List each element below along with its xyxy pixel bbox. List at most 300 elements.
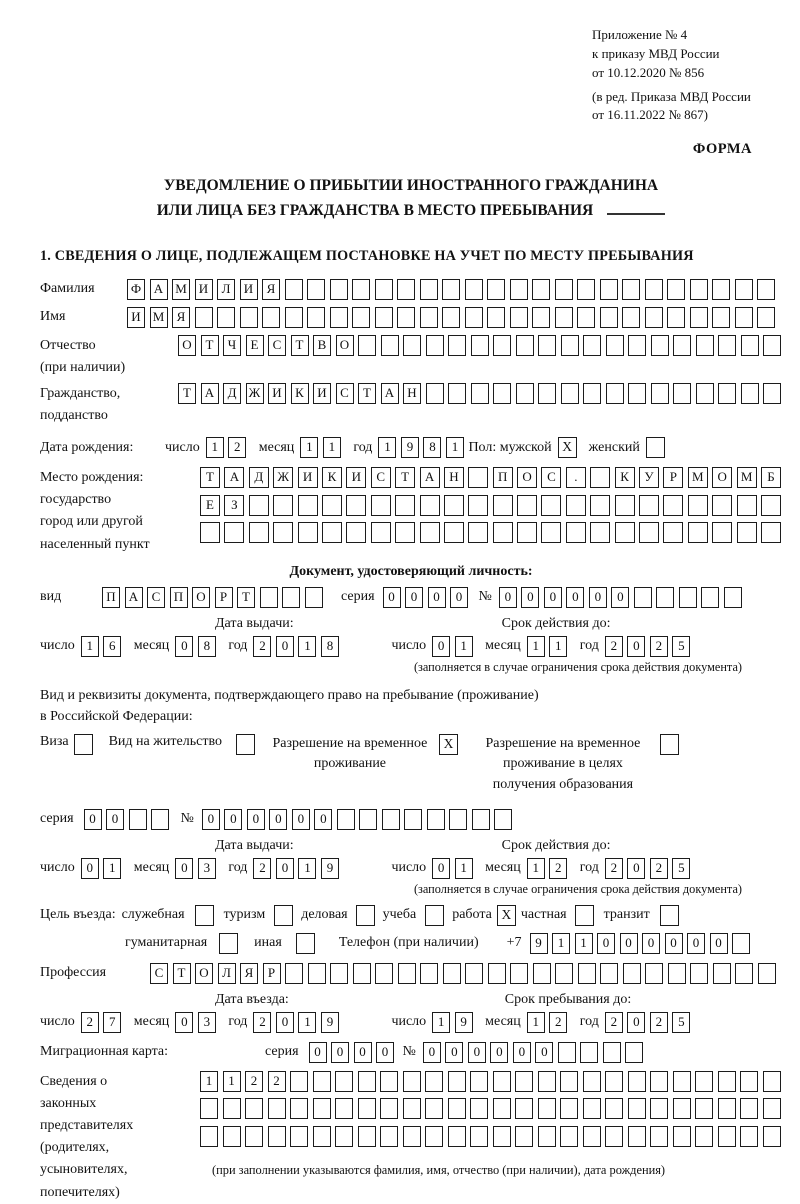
- char-cell[interactable]: [420, 963, 438, 984]
- char-cell[interactable]: [517, 495, 537, 516]
- char-cell[interactable]: [517, 522, 537, 543]
- char-cell[interactable]: [605, 1071, 623, 1092]
- char-cell[interactable]: [260, 587, 278, 608]
- char-cell[interactable]: [538, 335, 556, 356]
- char-cell[interactable]: [761, 495, 781, 516]
- char-cell[interactable]: 2: [268, 1071, 286, 1092]
- char-cell[interactable]: [223, 1126, 241, 1147]
- birth-place-row2-cells[interactable]: [200, 495, 785, 516]
- char-cell[interactable]: [600, 279, 618, 300]
- birth-place-row1-cells[interactable]: [200, 467, 785, 488]
- char-cell[interactable]: [322, 495, 342, 516]
- char-cell[interactable]: [741, 383, 759, 404]
- char-cell[interactable]: Я: [240, 963, 258, 984]
- char-cell[interactable]: [645, 307, 663, 328]
- char-cell[interactable]: [590, 495, 610, 516]
- char-cell[interactable]: Б: [761, 467, 781, 488]
- char-cell[interactable]: [465, 279, 483, 300]
- char-cell[interactable]: [622, 307, 640, 328]
- char-cell[interactable]: 2: [650, 1012, 668, 1033]
- char-cell[interactable]: [605, 1126, 623, 1147]
- birth-day-cells[interactable]: [206, 437, 251, 458]
- char-cell[interactable]: [695, 1071, 713, 1092]
- char-cell[interactable]: 1: [527, 1012, 545, 1033]
- sex-male-checkbox[interactable]: X: [558, 437, 577, 458]
- char-cell[interactable]: Т: [200, 467, 220, 488]
- char-cell[interactable]: [712, 279, 730, 300]
- char-cell[interactable]: [290, 1071, 308, 1092]
- char-cell[interactable]: 0: [521, 587, 539, 608]
- char-cell[interactable]: [195, 307, 213, 328]
- char-cell[interactable]: 0: [309, 1042, 327, 1063]
- char-cell[interactable]: [470, 1126, 488, 1147]
- char-cell[interactable]: 0: [84, 809, 102, 830]
- char-cell[interactable]: [371, 522, 391, 543]
- char-cell[interactable]: 2: [253, 858, 271, 879]
- char-cell[interactable]: 2: [605, 1012, 623, 1033]
- char-cell[interactable]: 2: [650, 636, 668, 657]
- char-cell[interactable]: [732, 933, 750, 954]
- char-cell[interactable]: Д: [249, 467, 269, 488]
- char-cell[interactable]: А: [125, 587, 143, 608]
- char-cell[interactable]: 0: [106, 809, 124, 830]
- char-cell[interactable]: 0: [423, 1042, 441, 1063]
- char-cell[interactable]: [298, 522, 318, 543]
- char-cell[interactable]: [673, 335, 691, 356]
- char-cell[interactable]: 8: [423, 437, 441, 458]
- char-cell[interactable]: [129, 809, 147, 830]
- char-cell[interactable]: [403, 335, 421, 356]
- char-cell[interactable]: 1: [223, 1071, 241, 1092]
- residence-issue-day-cells[interactable]: [81, 858, 126, 879]
- char-cell[interactable]: [448, 1098, 466, 1119]
- char-cell[interactable]: [494, 809, 512, 830]
- char-cell[interactable]: [577, 307, 595, 328]
- char-cell[interactable]: [472, 809, 490, 830]
- char-cell[interactable]: 1: [455, 636, 473, 657]
- doc-valid-year-cells[interactable]: [605, 636, 695, 657]
- char-cell[interactable]: [763, 1126, 781, 1147]
- char-cell[interactable]: [650, 1126, 668, 1147]
- char-cell[interactable]: М: [688, 467, 708, 488]
- char-cell[interactable]: [532, 307, 550, 328]
- doc-valid-month-cells[interactable]: [527, 636, 572, 657]
- char-cell[interactable]: [757, 307, 775, 328]
- char-cell[interactable]: .: [566, 467, 586, 488]
- char-cell[interactable]: 0: [428, 587, 446, 608]
- char-cell[interactable]: А: [150, 279, 168, 300]
- char-cell[interactable]: Т: [173, 963, 191, 984]
- char-cell[interactable]: О: [178, 335, 196, 356]
- char-cell[interactable]: [352, 307, 370, 328]
- char-cell[interactable]: 1: [552, 933, 570, 954]
- char-cell[interactable]: 0: [383, 587, 401, 608]
- char-cell[interactable]: [763, 383, 781, 404]
- char-cell[interactable]: 0: [269, 809, 287, 830]
- char-cell[interactable]: [358, 1126, 376, 1147]
- char-cell[interactable]: Т: [291, 335, 309, 356]
- char-cell[interactable]: 2: [253, 1012, 271, 1033]
- char-cell[interactable]: [200, 1098, 218, 1119]
- char-cell[interactable]: [735, 963, 753, 984]
- char-cell[interactable]: [353, 963, 371, 984]
- char-cell[interactable]: [590, 522, 610, 543]
- char-cell[interactable]: [425, 1126, 443, 1147]
- char-cell[interactable]: [600, 963, 618, 984]
- char-cell[interactable]: 1: [103, 858, 121, 879]
- char-cell[interactable]: 0: [405, 587, 423, 608]
- temp-residence-education-checkbox[interactable]: [660, 734, 679, 755]
- purpose-work-checkbox[interactable]: X: [497, 905, 516, 926]
- birth-place-row3-cells[interactable]: [200, 522, 785, 543]
- char-cell[interactable]: И: [195, 279, 213, 300]
- char-cell[interactable]: [679, 587, 697, 608]
- char-cell[interactable]: 0: [450, 587, 468, 608]
- char-cell[interactable]: [398, 963, 416, 984]
- char-cell[interactable]: [395, 522, 415, 543]
- char-cell[interactable]: [639, 522, 659, 543]
- char-cell[interactable]: 8: [321, 636, 339, 657]
- char-cell[interactable]: [382, 809, 400, 830]
- char-cell[interactable]: [305, 587, 323, 608]
- char-cell[interactable]: А: [381, 383, 399, 404]
- char-cell[interactable]: [645, 279, 663, 300]
- char-cell[interactable]: [737, 495, 757, 516]
- char-cell[interactable]: 0: [642, 933, 660, 954]
- char-cell[interactable]: [758, 963, 776, 984]
- char-cell[interactable]: 0: [175, 1012, 193, 1033]
- char-cell[interactable]: [443, 963, 461, 984]
- char-cell[interactable]: [622, 279, 640, 300]
- char-cell[interactable]: Л: [218, 963, 236, 984]
- char-cell[interactable]: 0: [276, 636, 294, 657]
- char-cell[interactable]: О: [712, 467, 732, 488]
- entry-year-cells[interactable]: [253, 1012, 343, 1033]
- phone-cells[interactable]: [530, 933, 755, 954]
- char-cell[interactable]: [650, 1098, 668, 1119]
- char-cell[interactable]: [741, 335, 759, 356]
- char-cell[interactable]: [425, 1098, 443, 1119]
- char-cell[interactable]: [628, 1071, 646, 1092]
- char-cell[interactable]: И: [346, 467, 366, 488]
- char-cell[interactable]: [541, 495, 561, 516]
- char-cell[interactable]: 5: [672, 858, 690, 879]
- residence-valid-month-cells[interactable]: [527, 858, 572, 879]
- char-cell[interactable]: О: [517, 467, 537, 488]
- char-cell[interactable]: [656, 587, 674, 608]
- char-cell[interactable]: [712, 495, 732, 516]
- char-cell[interactable]: [688, 522, 708, 543]
- char-cell[interactable]: [510, 279, 528, 300]
- char-cell[interactable]: [330, 279, 348, 300]
- char-cell[interactable]: [337, 809, 355, 830]
- char-cell[interactable]: [493, 1071, 511, 1092]
- char-cell[interactable]: [560, 1126, 578, 1147]
- char-cell[interactable]: [712, 522, 732, 543]
- char-cell[interactable]: 9: [530, 933, 548, 954]
- char-cell[interactable]: 1: [549, 636, 567, 657]
- purpose-official-checkbox[interactable]: [195, 905, 214, 926]
- char-cell[interactable]: [380, 1071, 398, 1092]
- char-cell[interactable]: 0: [620, 933, 638, 954]
- char-cell[interactable]: [673, 383, 691, 404]
- char-cell[interactable]: 0: [468, 1042, 486, 1063]
- char-cell[interactable]: [448, 1071, 466, 1092]
- migration-number-cells[interactable]: [423, 1042, 648, 1063]
- char-cell[interactable]: [603, 1042, 621, 1063]
- char-cell[interactable]: С: [336, 383, 354, 404]
- char-cell[interactable]: [560, 1071, 578, 1092]
- char-cell[interactable]: [696, 383, 714, 404]
- char-cell[interactable]: [639, 495, 659, 516]
- char-cell[interactable]: 0: [354, 1042, 372, 1063]
- char-cell[interactable]: [696, 335, 714, 356]
- char-cell[interactable]: Л: [217, 279, 235, 300]
- char-cell[interactable]: [465, 307, 483, 328]
- char-cell[interactable]: [583, 1098, 601, 1119]
- char-cell[interactable]: 1: [200, 1071, 218, 1092]
- char-cell[interactable]: 1: [455, 858, 473, 879]
- char-cell[interactable]: [510, 963, 528, 984]
- char-cell[interactable]: Ч: [223, 335, 241, 356]
- char-cell[interactable]: [380, 1098, 398, 1119]
- char-cell[interactable]: [245, 1098, 263, 1119]
- char-cell[interactable]: Ж: [273, 467, 293, 488]
- char-cell[interactable]: Т: [178, 383, 196, 404]
- char-cell[interactable]: [578, 963, 596, 984]
- char-cell[interactable]: [470, 1098, 488, 1119]
- char-cell[interactable]: [516, 383, 534, 404]
- char-cell[interactable]: 0: [432, 636, 450, 657]
- char-cell[interactable]: И: [298, 467, 318, 488]
- char-cell[interactable]: [403, 1071, 421, 1092]
- char-cell[interactable]: [740, 1098, 758, 1119]
- char-cell[interactable]: [735, 307, 753, 328]
- char-cell[interactable]: [493, 1126, 511, 1147]
- purpose-transit-checkbox[interactable]: [660, 905, 679, 926]
- char-cell[interactable]: 2: [253, 636, 271, 657]
- char-cell[interactable]: [420, 279, 438, 300]
- char-cell[interactable]: [688, 495, 708, 516]
- char-cell[interactable]: [335, 1098, 353, 1119]
- char-cell[interactable]: 2: [605, 858, 623, 879]
- residence-number-cells[interactable]: [202, 809, 517, 830]
- char-cell[interactable]: [555, 307, 573, 328]
- char-cell[interactable]: [650, 1071, 668, 1092]
- char-cell[interactable]: [217, 307, 235, 328]
- char-cell[interactable]: Я: [262, 279, 280, 300]
- entry-day-cells[interactable]: [81, 1012, 126, 1033]
- char-cell[interactable]: [763, 1071, 781, 1092]
- char-cell[interactable]: [667, 279, 685, 300]
- char-cell[interactable]: С: [541, 467, 561, 488]
- char-cell[interactable]: [426, 335, 444, 356]
- char-cell[interactable]: [268, 1098, 286, 1119]
- char-cell[interactable]: [600, 307, 618, 328]
- char-cell[interactable]: [298, 495, 318, 516]
- char-cell[interactable]: [420, 522, 440, 543]
- char-cell[interactable]: [380, 1126, 398, 1147]
- char-cell[interactable]: [623, 963, 641, 984]
- char-cell[interactable]: [359, 809, 377, 830]
- char-cell[interactable]: [663, 522, 683, 543]
- char-cell[interactable]: К: [322, 467, 342, 488]
- char-cell[interactable]: О: [336, 335, 354, 356]
- char-cell[interactable]: [663, 495, 683, 516]
- char-cell[interactable]: [538, 1098, 556, 1119]
- char-cell[interactable]: [335, 1126, 353, 1147]
- char-cell[interactable]: [555, 963, 573, 984]
- purpose-business-checkbox[interactable]: [356, 905, 375, 926]
- char-cell[interactable]: [615, 522, 635, 543]
- char-cell[interactable]: [397, 279, 415, 300]
- char-cell[interactable]: [493, 335, 511, 356]
- char-cell[interactable]: [223, 1098, 241, 1119]
- char-cell[interactable]: 0: [597, 933, 615, 954]
- char-cell[interactable]: 0: [376, 1042, 394, 1063]
- purpose-private-checkbox[interactable]: [575, 905, 594, 926]
- char-cell[interactable]: [761, 522, 781, 543]
- char-cell[interactable]: [487, 307, 505, 328]
- char-cell[interactable]: 7: [103, 1012, 121, 1033]
- char-cell[interactable]: 1: [298, 636, 316, 657]
- visa-checkbox[interactable]: [74, 734, 93, 755]
- char-cell[interactable]: [335, 1071, 353, 1092]
- representatives-row1-cells[interactable]: [200, 1071, 785, 1092]
- char-cell[interactable]: [358, 335, 376, 356]
- char-cell[interactable]: 0: [627, 1012, 645, 1033]
- char-cell[interactable]: 0: [611, 587, 629, 608]
- char-cell[interactable]: И: [240, 279, 258, 300]
- char-cell[interactable]: 1: [378, 437, 396, 458]
- char-cell[interactable]: [290, 1126, 308, 1147]
- char-cell[interactable]: [285, 279, 303, 300]
- char-cell[interactable]: [471, 335, 489, 356]
- char-cell[interactable]: 2: [650, 858, 668, 879]
- char-cell[interactable]: [516, 335, 534, 356]
- char-cell[interactable]: 1: [527, 636, 545, 657]
- char-cell[interactable]: [695, 1126, 713, 1147]
- char-cell[interactable]: [285, 307, 303, 328]
- char-cell[interactable]: 1: [446, 437, 464, 458]
- char-cell[interactable]: 0: [432, 858, 450, 879]
- char-cell[interactable]: Р: [263, 963, 281, 984]
- stay-year-cells[interactable]: [605, 1012, 695, 1033]
- char-cell[interactable]: 0: [687, 933, 705, 954]
- residence-valid-year-cells[interactable]: [605, 858, 695, 879]
- char-cell[interactable]: К: [615, 467, 635, 488]
- char-cell[interactable]: [690, 963, 708, 984]
- char-cell[interactable]: [515, 1071, 533, 1092]
- char-cell[interactable]: [346, 495, 366, 516]
- char-cell[interactable]: О: [192, 587, 210, 608]
- doc-type-cells[interactable]: [102, 587, 327, 608]
- char-cell[interactable]: [634, 587, 652, 608]
- char-cell[interactable]: [444, 522, 464, 543]
- char-cell[interactable]: 1: [323, 437, 341, 458]
- char-cell[interactable]: [249, 522, 269, 543]
- char-cell[interactable]: 3: [198, 1012, 216, 1033]
- char-cell[interactable]: С: [371, 467, 391, 488]
- char-cell[interactable]: [606, 335, 624, 356]
- stay-month-cells[interactable]: [527, 1012, 572, 1033]
- char-cell[interactable]: [628, 335, 646, 356]
- char-cell[interactable]: [448, 335, 466, 356]
- char-cell[interactable]: 0: [513, 1042, 531, 1063]
- char-cell[interactable]: [427, 809, 445, 830]
- char-cell[interactable]: [468, 522, 488, 543]
- char-cell[interactable]: 9: [321, 858, 339, 879]
- char-cell[interactable]: [690, 279, 708, 300]
- char-cell[interactable]: 1: [298, 858, 316, 879]
- char-cell[interactable]: 0: [665, 933, 683, 954]
- char-cell[interactable]: 9: [401, 437, 419, 458]
- char-cell[interactable]: 2: [245, 1071, 263, 1092]
- surname-cells[interactable]: [127, 279, 780, 300]
- patronymic-cells[interactable]: [178, 335, 786, 356]
- char-cell[interactable]: [651, 335, 669, 356]
- char-cell[interactable]: 0: [175, 858, 193, 879]
- char-cell[interactable]: [712, 307, 730, 328]
- char-cell[interactable]: [538, 383, 556, 404]
- char-cell[interactable]: Т: [395, 467, 415, 488]
- char-cell[interactable]: [763, 1098, 781, 1119]
- char-cell[interactable]: [397, 307, 415, 328]
- char-cell[interactable]: [493, 383, 511, 404]
- char-cell[interactable]: [493, 522, 513, 543]
- char-cell[interactable]: Т: [237, 587, 255, 608]
- char-cell[interactable]: [313, 1098, 331, 1119]
- char-cell[interactable]: Е: [200, 495, 220, 516]
- char-cell[interactable]: [690, 307, 708, 328]
- residence-issue-year-cells[interactable]: [253, 858, 343, 879]
- char-cell[interactable]: [628, 1098, 646, 1119]
- doc-issue-day-cells[interactable]: [81, 636, 126, 657]
- char-cell[interactable]: [468, 467, 488, 488]
- char-cell[interactable]: [307, 307, 325, 328]
- char-cell[interactable]: [268, 1126, 286, 1147]
- char-cell[interactable]: [290, 1098, 308, 1119]
- char-cell[interactable]: [763, 335, 781, 356]
- char-cell[interactable]: Я: [172, 307, 190, 328]
- citizenship-cells[interactable]: [178, 383, 786, 404]
- char-cell[interactable]: [566, 522, 586, 543]
- char-cell[interactable]: [590, 467, 610, 488]
- char-cell[interactable]: [426, 383, 444, 404]
- char-cell[interactable]: И: [127, 307, 145, 328]
- char-cell[interactable]: [645, 963, 663, 984]
- sex-female-checkbox[interactable]: [646, 437, 665, 458]
- char-cell[interactable]: [606, 383, 624, 404]
- char-cell[interactable]: А: [420, 467, 440, 488]
- char-cell[interactable]: 1: [298, 1012, 316, 1033]
- profession-cells[interactable]: [150, 963, 780, 984]
- char-cell[interactable]: [249, 495, 269, 516]
- char-cell[interactable]: [583, 1126, 601, 1147]
- char-cell[interactable]: 0: [589, 587, 607, 608]
- char-cell[interactable]: П: [170, 587, 188, 608]
- char-cell[interactable]: [358, 1071, 376, 1092]
- char-cell[interactable]: [404, 809, 422, 830]
- char-cell[interactable]: [420, 307, 438, 328]
- char-cell[interactable]: 2: [549, 1012, 567, 1033]
- char-cell[interactable]: [561, 383, 579, 404]
- char-cell[interactable]: [757, 279, 775, 300]
- char-cell[interactable]: А: [224, 467, 244, 488]
- doc-valid-day-cells[interactable]: [432, 636, 477, 657]
- char-cell[interactable]: [262, 307, 280, 328]
- migration-series-cells[interactable]: [309, 1042, 399, 1063]
